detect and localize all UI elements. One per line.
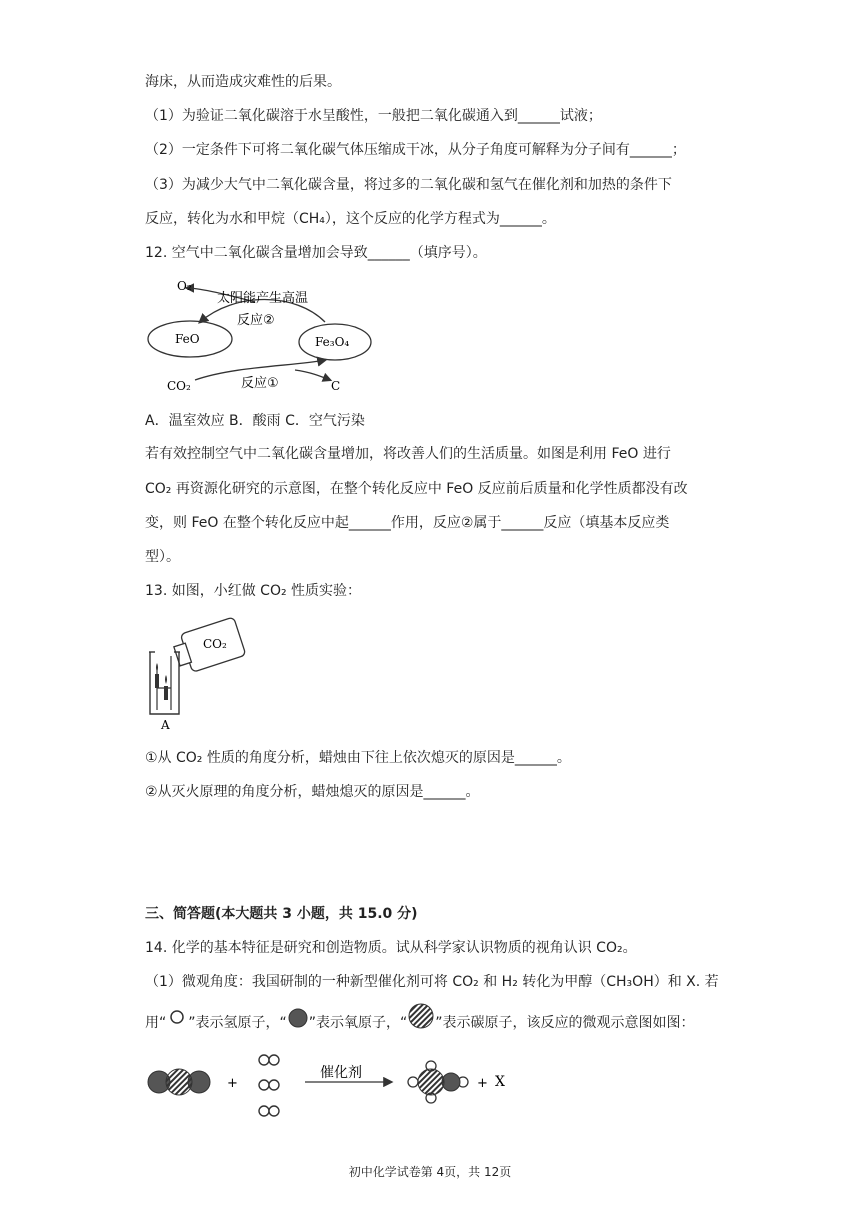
hydrogen-atom-icon (166, 1006, 188, 1028)
legend-text: 用“ (145, 1015, 167, 1031)
x-product-label: X (495, 1074, 505, 1090)
answer-options: A．温室效应 B．酸雨 C．空气污染 (145, 413, 365, 429)
o2-label: O₂ (177, 279, 192, 293)
fe3o4-label: Fe₃O₄ (315, 335, 350, 349)
text-line: 若有效控制空气中二氧化碳含量增加，将改善人们的生活质量。如图是利用 FeO 进行 (145, 446, 671, 462)
reaction-1-label: 反应① (241, 376, 279, 391)
catalyst-label: 催化剂 (320, 1065, 362, 1081)
question-13: 13. 如图，小红做 CO₂ 性质实验： (145, 583, 362, 599)
co2-label: CO₂ (167, 379, 191, 393)
atom-legend-line (145, 1013, 695, 1033)
legend-text: ”表示氢原子，“ (188, 1015, 287, 1031)
text-line: （1）微观角度：我国研制的一种新型催化剂可将 CO₂ 和 H₂ 转化为甲醇（CH₃OH）和 X. 若 (145, 974, 719, 990)
page-footer: 初中化学试卷第 4页，共 12页 (348, 1165, 512, 1179)
c-label: C (331, 379, 341, 393)
text-line: ①从 CO₂ 性质的角度分析，蜡烛由下往上依次熄灭的原因是______。 (145, 750, 571, 766)
text-line: 反应，转化为水和甲烷（CH₄），这个反应的化学方程式为______。 (145, 211, 556, 227)
question-14: 14. 化学的基本特征是研究和创造物质。试从科学家认识物质的视角认识 CO₂。 (145, 940, 637, 956)
text-line: （2）一定条件下可将二氧化碳气体压缩成干冰，从分子角度可解释为分子间有______； (145, 142, 686, 158)
legend-text: ”表示氧原子，“ (308, 1015, 408, 1031)
text-line: 海床，从而造成灾难性的后果。 (145, 74, 341, 90)
text-line: 变，则 FeO 在整个转化反应中起______作用，反应②属于______反应（填基本反应类 (145, 515, 670, 531)
beaker-label: A (161, 718, 170, 732)
top-reaction-label: 太阳能产生高温 (217, 291, 309, 306)
micro-reaction-diagram (145, 1050, 525, 1125)
co2-pouring-diagram (145, 612, 255, 734)
legend-text: ”表示碳原子，该反应的微观示意图如图： (435, 1015, 695, 1031)
text-line: ②从灭火原理的角度分析，蜡烛熄灭的原因是______。 (145, 784, 480, 800)
oxygen-atom-icon (287, 1007, 309, 1029)
section-title: 三、简答题(本大题共 3 小题，共 15.0 分) (145, 906, 418, 922)
text-line: 型）。 (145, 549, 180, 565)
carbon-atom-icon (407, 1002, 435, 1030)
feo-cycle-diagram (145, 276, 375, 396)
feo-label: FeO (175, 332, 200, 346)
plus-sign: + (477, 1076, 488, 1091)
text-line: （1）为验证二氧化碳溶于水呈酸性，一般把二氧化碳通入到______试液； (145, 108, 602, 124)
plus-sign: + (227, 1076, 238, 1091)
question-12: 12. 空气中二氧化碳含量增加会导致______（填序号）。 (145, 245, 487, 261)
co2-bottle-label: CO₂ (203, 637, 227, 651)
text-line: （3）为减少大气中二氧化碳含量，将过多的二氧化碳和氢气在催化剂和加热的条件下 (145, 177, 672, 193)
text-line: CO₂ 再资源化研究的示意图，在整个转化反应中 FeO 反应前后质量和化学性质都没有改 (145, 481, 688, 497)
reaction-2-label: 反应② (237, 313, 275, 328)
